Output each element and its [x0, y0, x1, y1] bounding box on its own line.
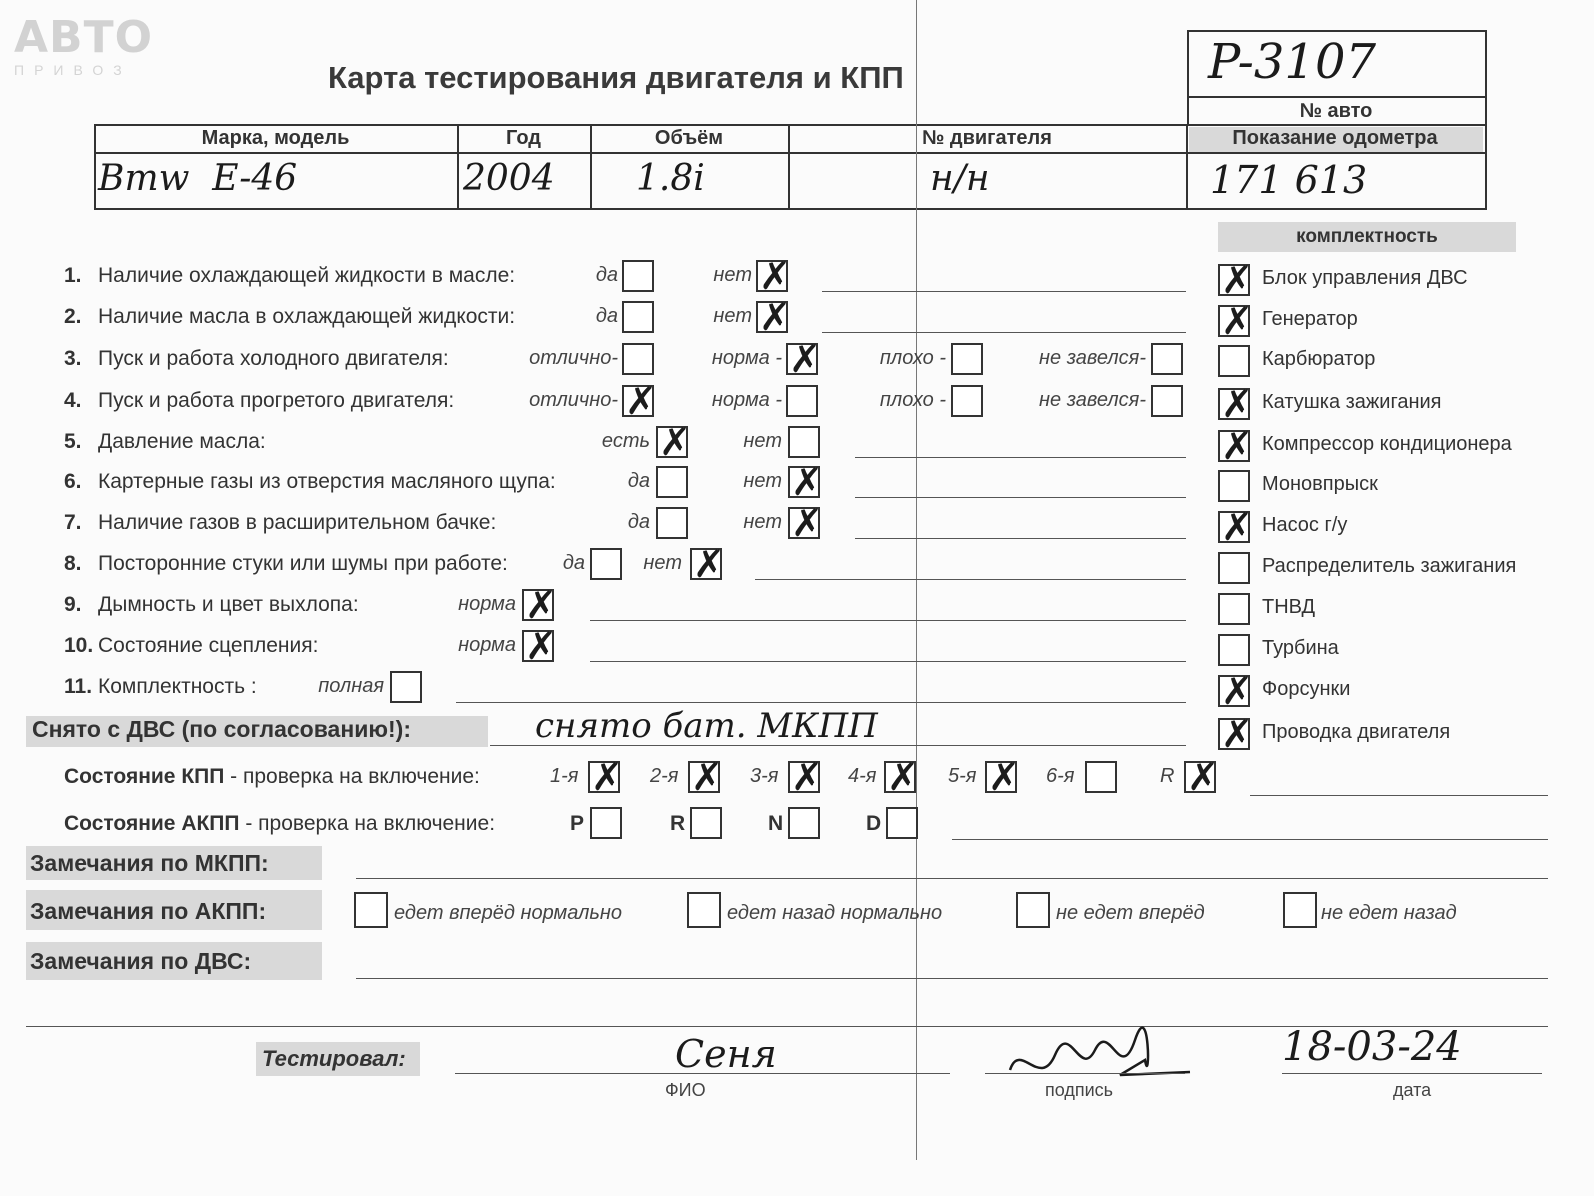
akpp-line — [952, 839, 1548, 840]
question-text: Состояние сцепления: — [98, 634, 319, 657]
akpp-remark-label: едет вперёд нормально — [394, 902, 623, 924]
akpp-gear-label: N — [768, 812, 784, 835]
option-checkbox[interactable] — [1151, 385, 1183, 417]
date-caption: дата — [1393, 1080, 1432, 1100]
option-checkbox[interactable] — [622, 260, 654, 292]
question-number: 8. — [64, 552, 82, 575]
gear-checkbox[interactable] — [884, 761, 916, 793]
option-label: плохо - — [879, 389, 946, 411]
question-text: Наличие масла в охлаждающей жидкости: — [98, 305, 516, 328]
kit-checkbox[interactable] — [1218, 511, 1250, 543]
option-label: нет — [743, 511, 782, 533]
car-number-label: № авто — [1299, 100, 1373, 122]
gear-checkbox[interactable] — [688, 761, 720, 793]
option-label: нет — [743, 470, 782, 492]
akpp-label-rest: - проверка на включение: — [239, 812, 496, 835]
option-label: норма — [458, 593, 516, 615]
answer-line — [855, 457, 1186, 458]
option-checkbox[interactable] — [786, 343, 818, 375]
option-checkbox[interactable] — [656, 466, 688, 498]
akpp-remark-label: едет назад нормально — [727, 902, 943, 924]
option-label: да — [627, 511, 650, 533]
question-number: 5. — [64, 430, 82, 453]
gear-label: 1-я — [550, 765, 579, 787]
question-text: Посторонние стуки или шумы при работе: — [98, 552, 508, 575]
option-label: норма - — [711, 389, 782, 411]
kit-checkbox[interactable] — [1218, 470, 1250, 502]
page-fold-line — [916, 0, 917, 1160]
page-title: Карта тестирования двигателя и КПП — [328, 60, 904, 95]
kit-checkbox[interactable] — [1218, 634, 1250, 666]
option-checkbox[interactable] — [656, 426, 688, 458]
mkpp-line — [1250, 795, 1548, 796]
question-number: 7. — [64, 511, 82, 534]
option-checkbox[interactable] — [788, 426, 820, 458]
make-header: Марка, модель — [201, 127, 350, 149]
option-checkbox[interactable] — [622, 385, 654, 417]
engine-value: н/н — [930, 158, 990, 199]
question-number: 6. — [64, 470, 82, 493]
kit-item-label: Катушка зажигания — [1262, 391, 1442, 413]
option-checkbox[interactable] — [1151, 343, 1183, 375]
option-label: плохо - — [879, 347, 946, 369]
gear-label: 3-я — [750, 765, 779, 787]
question-text: Наличие газов в расширительном бачке: — [98, 511, 497, 534]
odometer-value: 171 613 — [1210, 158, 1368, 202]
akpp-gear-checkbox[interactable] — [590, 807, 622, 839]
kit-item-label: Блок управления ДВС — [1262, 267, 1468, 289]
remark-dvs-line — [356, 978, 1548, 979]
option-checkbox[interactable] — [622, 301, 654, 333]
option-checkbox[interactable] — [788, 507, 820, 539]
option-label: да — [595, 264, 618, 286]
car-number-divider — [1187, 96, 1485, 98]
question-number: 2. — [64, 305, 82, 328]
question-number: 1. — [64, 264, 82, 287]
question-number: 10. — [64, 634, 94, 657]
odometer-header: Показание одометра — [1232, 127, 1438, 149]
option-label: да — [627, 470, 650, 492]
option-checkbox[interactable] — [522, 630, 554, 662]
question-text: Давление масла: — [98, 430, 266, 453]
option-label: не завелся- — [1039, 389, 1146, 411]
logo-sub-text: ПРИВОЗ — [14, 62, 132, 78]
year-header: Год — [506, 127, 541, 149]
option-checkbox[interactable] — [951, 385, 983, 417]
gear-label: 6-я — [1046, 765, 1075, 787]
kit-checkbox[interactable] — [1218, 593, 1250, 625]
kit-item-label: ТНВД — [1262, 596, 1316, 618]
gear-checkbox[interactable] — [788, 761, 820, 793]
gear-label: 4-я — [848, 765, 877, 787]
kit-item-label: Компрессор кондиционера — [1262, 433, 1512, 455]
kit-checkbox[interactable] — [1218, 675, 1250, 707]
option-label: отлично- — [529, 389, 618, 411]
option-checkbox[interactable] — [756, 301, 788, 333]
answer-line — [822, 332, 1186, 333]
answer-line — [855, 538, 1186, 539]
akpp-label-bold: Состояние АКПП — [64, 812, 240, 835]
akpp-label — [64, 812, 495, 836]
kit-item-label: Карбюратор — [1262, 348, 1376, 370]
volume-header: Объём — [654, 127, 724, 149]
option-checkbox[interactable] — [951, 343, 983, 375]
akpp-gear-checkbox[interactable] — [788, 807, 820, 839]
option-label: да — [562, 552, 585, 574]
kit-title: комплектность — [1218, 222, 1516, 252]
remark-dvs-label: Замечания по ДВС: — [30, 948, 252, 974]
removed-line — [490, 745, 1186, 746]
test-date: 18-03-24 — [1282, 1024, 1462, 1070]
akpp-remark-label: не едет назад — [1321, 902, 1457, 924]
kit-item-label: Турбина — [1262, 637, 1339, 659]
question-number: 11. — [64, 675, 93, 698]
option-checkbox[interactable] — [390, 671, 422, 703]
answer-line — [822, 291, 1186, 292]
make-value: Bmw E-46 — [98, 158, 298, 199]
kit-checkbox[interactable] — [1218, 345, 1250, 377]
option-label: нет — [643, 552, 682, 574]
year-value: 2004 — [463, 158, 555, 199]
option-checkbox[interactable] — [756, 260, 788, 292]
option-label: нет — [713, 264, 752, 286]
kit-item-label: Генератор — [1262, 308, 1358, 330]
logo-main-text: АВТО — [14, 12, 154, 63]
logo — [14, 12, 154, 78]
mkpp-label — [64, 765, 480, 789]
option-checkbox[interactable] — [786, 385, 818, 417]
option-checkbox[interactable] — [690, 548, 722, 580]
name-line — [455, 1073, 950, 1074]
akpp-remark-checkbox[interactable] — [1283, 892, 1317, 928]
kit-checkbox[interactable] — [1218, 718, 1250, 750]
remark-mkpp-label: Замечания по МКПП: — [30, 850, 269, 876]
kit-checkbox[interactable] — [1218, 305, 1250, 337]
answer-line — [855, 497, 1186, 498]
kit-checkbox[interactable] — [1218, 388, 1250, 420]
car-number: P-3107 — [1208, 34, 1377, 90]
question-text: Картерные газы из отверстия масляного щупа: — [98, 470, 556, 493]
question-number: 4. — [64, 389, 82, 412]
question-number: 3. — [64, 347, 82, 370]
question-text: Пуск и работа прогретого двигателя: — [98, 389, 455, 412]
kit-item-label: Насос г/у — [1262, 514, 1348, 536]
remark-mkpp-line — [356, 878, 1548, 879]
gear-label: 2-я — [650, 765, 679, 787]
akpp-gear-checkbox[interactable] — [690, 807, 722, 839]
question-text: Дымность и цвет выхлопа: — [98, 593, 359, 616]
option-label: нет — [713, 305, 752, 327]
gear-label: R — [1160, 765, 1175, 787]
option-checkbox[interactable] — [622, 343, 654, 375]
option-label: отлично- — [529, 347, 618, 369]
date-line — [1282, 1073, 1542, 1074]
gear-label: 5-я — [948, 765, 977, 787]
kit-item-label: Форсунки — [1262, 678, 1351, 700]
akpp-gear-checkbox[interactable] — [886, 807, 918, 839]
removed-label: Снято с ДВС (по согласованию!): — [32, 716, 411, 742]
answer-line — [456, 702, 1186, 703]
name-caption: ФИО — [665, 1080, 706, 1100]
gear-checkbox[interactable] — [588, 761, 620, 793]
signature-line — [985, 1073, 1185, 1074]
engine-header: № двигателя — [922, 127, 1052, 149]
question-text: Комплектность : — [98, 675, 257, 698]
mkpp-label-rest: - проверка на включение: — [224, 765, 480, 788]
kit-item-label: Моновпрыск — [1262, 473, 1378, 495]
option-label: норма - — [711, 347, 782, 369]
option-label: не завелся- — [1039, 347, 1146, 369]
akpp-gear-label: D — [866, 812, 882, 835]
tested-label: Тестировал: — [262, 1046, 406, 1071]
signature-caption: подпись — [1045, 1080, 1114, 1100]
removed-value: снято бат. МКПП — [535, 706, 878, 746]
option-checkbox[interactable] — [788, 466, 820, 498]
akpp-remark-checkbox[interactable] — [687, 892, 721, 928]
akpp-remark-checkbox[interactable] — [354, 892, 388, 928]
kit-item-label: Распределитель зажигания — [1262, 555, 1517, 577]
kit-checkbox[interactable] — [1218, 264, 1250, 296]
option-label: да — [595, 305, 618, 327]
kit-checkbox[interactable] — [1218, 552, 1250, 584]
option-checkbox[interactable] — [522, 589, 554, 621]
question-text: Пуск и работа холодного двигателя: — [98, 347, 449, 370]
kit-item-label: Проводка двигателя — [1262, 721, 1451, 743]
question-number: 9. — [64, 593, 82, 616]
akpp-remark-checkbox[interactable] — [1016, 892, 1050, 928]
option-label: полная — [318, 675, 384, 697]
option-label: есть — [601, 430, 650, 452]
option-checkbox[interactable] — [656, 507, 688, 539]
kit-checkbox[interactable] — [1218, 430, 1250, 462]
mkpp-label-bold: Состояние КПП — [64, 765, 225, 788]
answer-line — [590, 661, 1186, 662]
option-label: норма — [458, 634, 516, 656]
akpp-gear-label: P — [570, 812, 585, 835]
remark-akpp-label: Замечания по АКПП: — [30, 898, 267, 924]
gear-checkbox[interactable] — [1184, 761, 1216, 793]
tester-name: Сеня — [675, 1032, 777, 1076]
gear-checkbox[interactable] — [985, 761, 1017, 793]
option-label: нет — [743, 430, 782, 452]
signature-stroke — [1010, 1028, 1190, 1075]
akpp-remark-label: не едет вперёд — [1056, 902, 1205, 924]
gear-checkbox[interactable] — [1085, 761, 1117, 793]
question-text: Наличие охлаждающей жидкости в масле: — [98, 264, 516, 287]
answer-line — [590, 620, 1186, 621]
answer-line — [755, 579, 1186, 580]
volume-value: 1.8i — [636, 158, 705, 199]
akpp-gear-label: R — [670, 812, 686, 835]
